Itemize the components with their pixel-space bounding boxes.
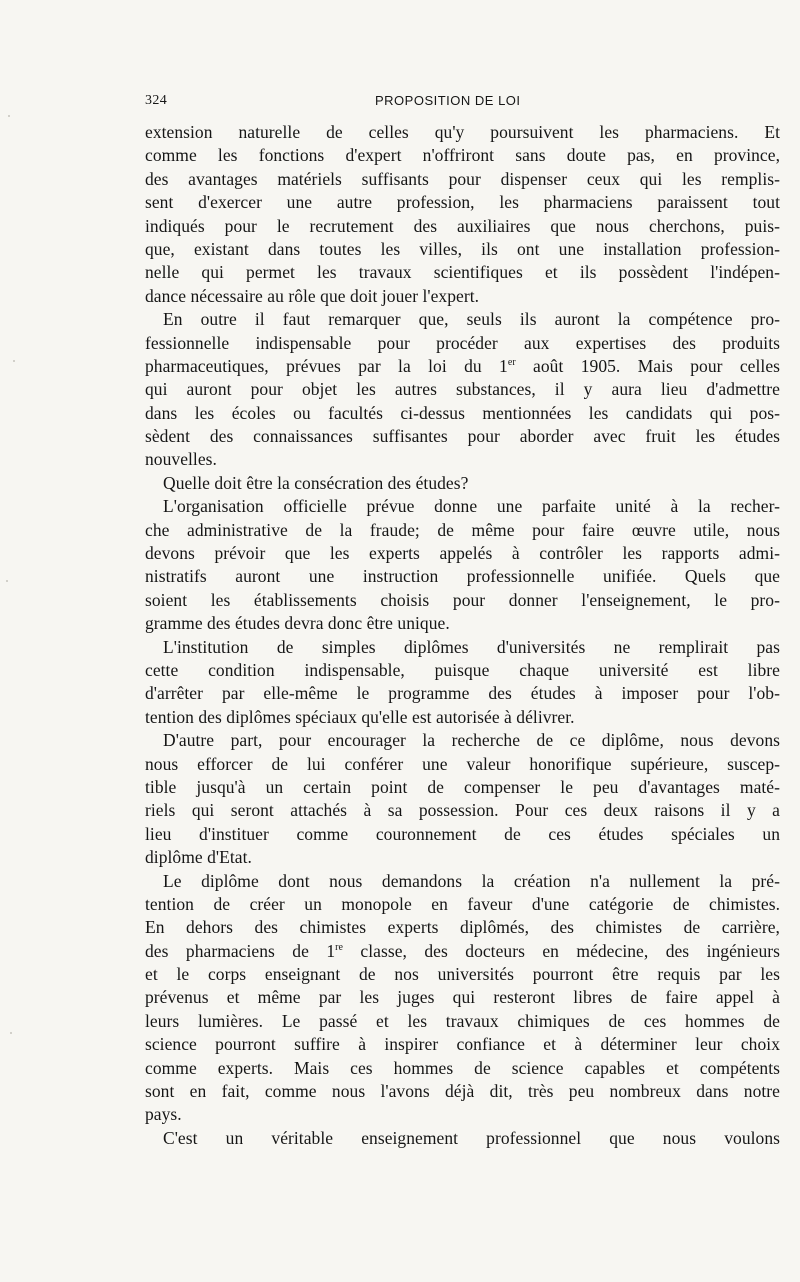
page-header (145, 93, 665, 117)
text-line: indiqués pour le recrutement des auxiliaires que nous cherchons, puis- (145, 215, 780, 236)
scan-speck (13, 360, 15, 362)
text-line: tention de créer un monopole en faveur d'une catégorie de chimistes. (145, 893, 780, 914)
text-line: tible jusqu'à un certain point de compenser le peu d'avantages maté- (145, 776, 780, 797)
text-line: tention des diplômes spéciaux qu'elle est autorisée à délivrer. (145, 706, 575, 727)
text-line: cette condition indispensable, puisque chaque université est libre (145, 659, 780, 680)
text-line: dance nécessaire au rôle que doit jouer l'expert. (145, 285, 480, 306)
page-number: 324 (145, 93, 168, 108)
text-line: extension naturelle de celles qu'y poursuivent les pharmaciens. Et (145, 122, 780, 142)
text-line: pays. (145, 1104, 182, 1125)
scan-speck (8, 115, 10, 117)
text-line: soient les établissements choisis pour donner l'enseignement, le pro- (145, 589, 780, 610)
scan-speck (6, 580, 8, 582)
text-line: diplôme d'Etat. (145, 847, 252, 868)
text-line: nistratifs auront une instruction professionnelle unifiée. Quels que (145, 566, 780, 587)
text-line: prévenus et même par les juges qui resteront libres de faire appel à (145, 987, 780, 1008)
text-line: En outre il faut remarquer que, seuls ils auront la compétence pro- (163, 309, 780, 330)
scan-speck (10, 1032, 12, 1034)
text-line: leurs lumières. Le passé et les travaux chimiques de ces hommes de (145, 1010, 780, 1031)
text-line: sent d'exercer une autre profession, les pharmaciens paraissent tout (145, 192, 780, 213)
text-line: sont en fait, comme nous l'avons déjà dit, très peu nombreux dans notre (145, 1081, 780, 1102)
text-line: En dehors des chimistes experts diplômés, des chimistes de carrière, (145, 917, 780, 938)
text-line: riels qui seront attachés à sa possession. Pour ces deux raisons il y a (145, 800, 780, 821)
text-line: gramme des études devra donc être unique. (145, 613, 450, 634)
text-line: nouvelles. (145, 449, 217, 470)
text-line: sèdent des connaissances suffisantes pour aborder avec fruit les études (145, 426, 780, 447)
text-line: et le corps enseignant de nos universités pourront être requis par les (145, 964, 780, 985)
running-title: PROPOSITION DE LOI (375, 93, 521, 108)
text-line: nelle qui permet les travaux scientifiques et ils possèdent l'indépen- (145, 262, 780, 283)
text-line: lieu d'instituer comme couronnement de ces études spéciales un (145, 823, 780, 844)
text-line: comme les fonctions d'expert n'offriront sans doute pas, en province, (145, 145, 780, 166)
text-line: fessionnelle indispensable pour procéder aux expertises des produits (145, 332, 780, 353)
text-line: d'arrêter par elle-même le programme des études à imposer pour l'ob- (145, 683, 780, 704)
text-line: nous efforcer de lui conférer une valeur honorifique supérieure, suscep- (145, 753, 780, 774)
text-line: qui auront pour objet les autres substances, il y aura lieu d'admettre (145, 379, 780, 400)
text-line: des pharmaciens de 1re classe, des docteurs en médecine, des ingénieurs (145, 940, 780, 961)
text-line: des avantages matériels suffisants pour dispenser ceux qui les remplis- (145, 168, 780, 189)
text-line: C'est un véritable enseignement professionnel que nous voulons (163, 1127, 780, 1148)
text-line: D'autre part, pour encourager la recherche de ce diplôme, nous devons (163, 730, 780, 751)
text-line: Quelle doit être la consécration des études? (163, 472, 469, 493)
text-line: Le diplôme dont nous demandons la création n'a nullement la pré- (163, 870, 780, 891)
text-line: devons prévoir que les experts appelés à contrôler les rapports admi- (145, 543, 780, 564)
text-line: science pourront suffire à inspirer confiance et à déterminer leur choix (145, 1034, 780, 1055)
text-line: pharmaceutiques, prévues par la loi du 1er août 1905. Mais pour celles (145, 355, 780, 376)
text-line: L'organisation officielle prévue donne une parfaite unité à la recher- (163, 496, 780, 517)
text-line: comme experts. Mais ces hommes de science capables et compétents (145, 1057, 780, 1078)
text-line: que, existant dans toutes les villes, ils ont une installation profession- (145, 238, 780, 259)
text-line: dans les écoles ou facultés ci-dessus mentionnées les candidats qui pos- (145, 402, 780, 423)
body-text (145, 121, 780, 1150)
text-line: L'institution de simples diplômes d'universités ne remplirait pas (163, 636, 780, 657)
text-line: che administrative de la fraude; de même pour faire œuvre utile, nous (145, 519, 780, 540)
